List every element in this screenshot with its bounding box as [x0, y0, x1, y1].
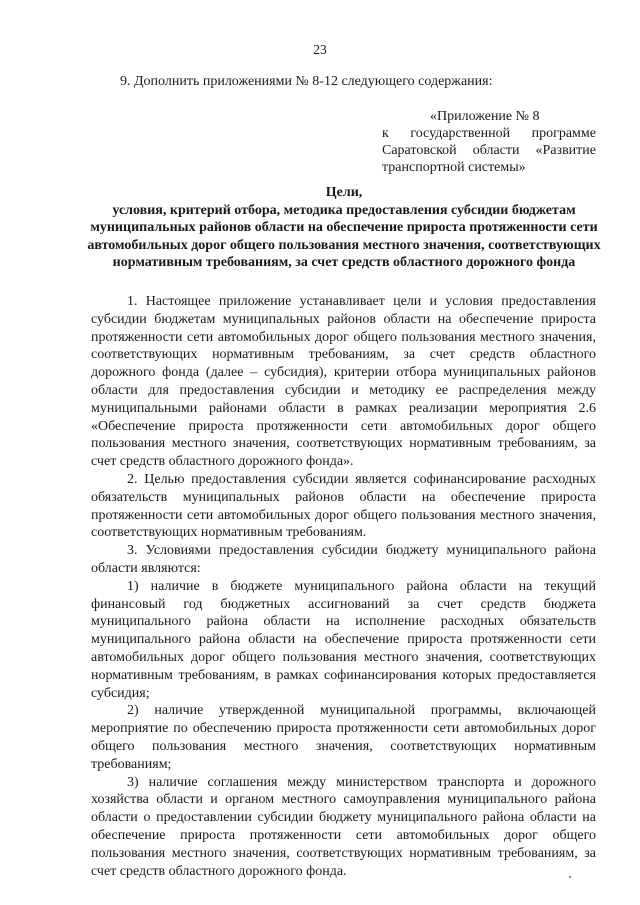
annex-reference: к государственной программе Саратовской области «Развитие транспортной системы»	[382, 126, 596, 175]
paragraph-3-item-1: 1) наличие в бюджете муниципального района области на текущий финансовый год бюджетных ассигнований за счет средств бюджета муниципального района области на исполнение расходных обязательств муниципального района области на обеспечение прироста протяженности сети автомобильных дорог общего пользования местного значения, соответствующих нормативным требованиям, в рамках софинансирования которых предоставляется субсидия;	[91, 578, 596, 701]
title-subheading: условия, критерий отбора, методика предоставления субсидии бюджетам муниципальных районов области на обеспечение прироста протяженности сети автомобильных дорог общего пользования местного значения, соответствующих нормативным требованиям, за счет средств областного дорожного фонда	[87, 202, 601, 270]
scan-speck	[569, 876, 571, 878]
paragraph-3: 3. Условиями предоставления субсидии бюджету муниципального района области являются:	[91, 543, 596, 576]
paragraph-1: 1. Настоящее приложение устанавливает цели и условия предоставления субсидии бюджетам муниципальных районов области на обеспечение прироста протяженности сети автомобильных дорог общего пользования местного значения, соответствующих нормативным требованиям, за счет средств областного дорожного фонда (далее – субсидия), критерии отбора муниципальных районов области для предоставления субсидии и методику ее распределения между муниципальными районами области в рамках реализации мероприятия 2.6 «Обеспечение прироста протяженности сети автомобильных дорог общего пользования местного значения, соответствующих нормативным требованиям, за счет средств областного дорожного фонда».	[91, 294, 596, 470]
title-heading: Цели,	[325, 185, 363, 200]
paragraph-3-item-2: 2) наличие утвержденной муниципальной программы, включающей мероприятие по обеспечению прироста протяженности сети автомобильных дорог общего пользования местного значения, соответствующих нормативным требованиям;	[91, 703, 596, 772]
page-number: 23	[313, 42, 327, 57]
intro-line: 9. Дополнить приложениями № 8-12 следующего содержания:	[120, 74, 493, 89]
document-body	[91, 293, 596, 880]
document-title	[82, 184, 606, 272]
annex-title: «Приложение № 8	[430, 109, 540, 124]
paragraph-3-item-3: 3) наличие соглашения между министерством транспорта и дорожного хозяйства области и органом местного самоуправления муниципального района области о предоставлении субсидии бюджету муниципального района области на обеспечение прироста протяженности сети автомобильных дорог общего пользования местного значения, соответствующих нормативным требованиям, за счет средств областного дорожного фонда.	[91, 774, 596, 879]
paragraph-2: 2. Целью предоставления субсидии является софинансирование расходных обязательств муниципальных районов области на обеспечение прироста протяженности сети автомобильных дорог общего пользования местного значения, соответствующих нормативным требованиям.	[91, 471, 596, 541]
annex-header	[382, 108, 596, 176]
